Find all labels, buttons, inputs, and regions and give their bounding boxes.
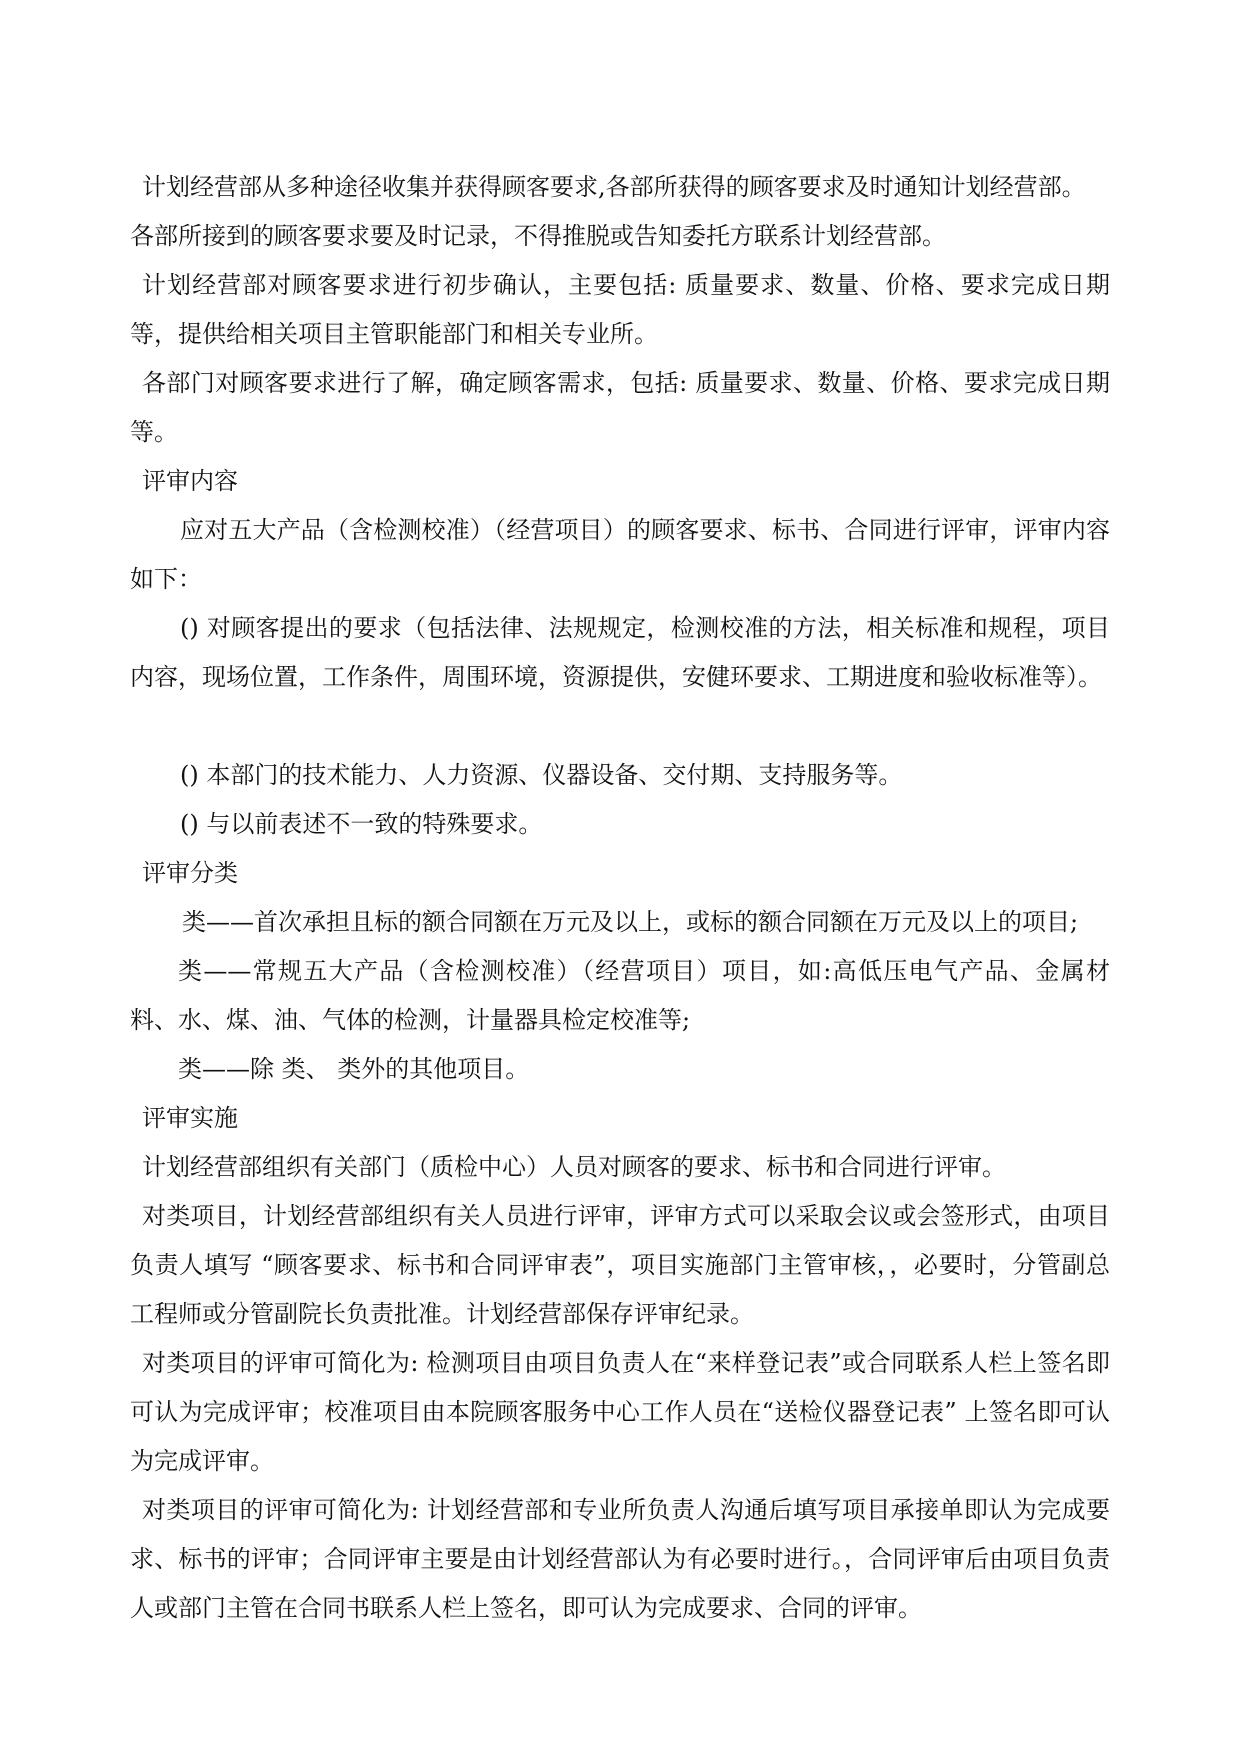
heading-review-content: 评审内容 <box>142 467 238 495</box>
paragraph-implementation-3: 对类项目的评审可简化为: 检测项目由项目负责人在“来样登记表”或合同联系人栏上签名即可认为完成评审；校准项目由本院顾客服务中心工作人员在“送检仪器登记表” 上签名即可认为完成评审。 <box>130 1349 1110 1475</box>
category-item-1: 类——首次承担且标的额合同额在万元及以上，或标的额合同额在万元及以上的项目; <box>182 908 1079 936</box>
paragraph-2: 各部所接到的顾客要求要及时记录，不得推脱或告知委托方联系计划经营部。 <box>130 222 946 250</box>
list-item-2: () 本部门的技术能力、人力资源、仪器设备、交付期、支持服务等。 <box>180 761 903 789</box>
category-item-3: 类——除 类、 类外的其他项目。 <box>178 1055 530 1083</box>
list-item-1: () 对顾客提出的要求（包括法律、法规规定，检测校准的方法，相关标准和规程，项目内容，现场位置，工作条件，周围环境，资源提供，安健环要求、工期进度和验收标准等）。 <box>130 614 1110 691</box>
paragraph-implementation-1: 计划经营部组织有关部门（质检中心）人员对顾客的要求、标书和合同进行评审。 <box>142 1153 1006 1181</box>
paragraph-review-content: 应对五大产品（含检测校准）（经营项目）的顾客要求、标书、合同进行评审，评审内容如下： <box>130 516 1110 593</box>
list-item-3: () 与以前表述不一致的特殊要求。 <box>180 810 543 838</box>
paragraph-3: 计划经营部对顾客要求进行初步确认，主要包括: 质量要求、数量、价格、要求完成日期等，提供给相关项目主管职能部门和相关专业所。 <box>130 271 1110 348</box>
heading-review-implementation: 评审实施 <box>142 1104 238 1132</box>
paragraph-4: 各部门对顾客要求进行了解，确定顾客需求，包括: 质量要求、数量、价格、要求完成日期等。 <box>130 369 1110 446</box>
category-item-2: 类——常规五大产品（含检测校准）（经营项目）项目，如:高低压电气产品、金属材料、水、煤、油、气体的检测，计量器具检定校准等; <box>130 957 1110 1034</box>
paragraph-implementation-2: 对类项目，计划经营部组织有关人员进行评审，评审方式可以采取会议或会签形式，由项目负责人填写 “顾客要求、标书和合同评审表”，项目实施部门主管审核，，必要时，分管副总工程师或分管副院长负责批准。计划经营部保存评审纪录。 <box>130 1202 1110 1328</box>
heading-review-category: 评审分类 <box>142 859 238 887</box>
paragraph-1: 计划经营部从多种途径收集并获得顾客要求,各部所获得的顾客要求及时通知计划经营部。 <box>142 173 1086 201</box>
paragraph-implementation-4: 对类项目的评审可简化为: 计划经营部和专业所负责人沟通后填写项目承接单即认为完成要求、标书的评审；合同评审主要是由计划经营部认为有必要时进行。，合同评审后由项目负责人或部门主管在合同书联系人栏上签名，即可认为完成要求、合同的评审。 <box>130 1496 1110 1622</box>
